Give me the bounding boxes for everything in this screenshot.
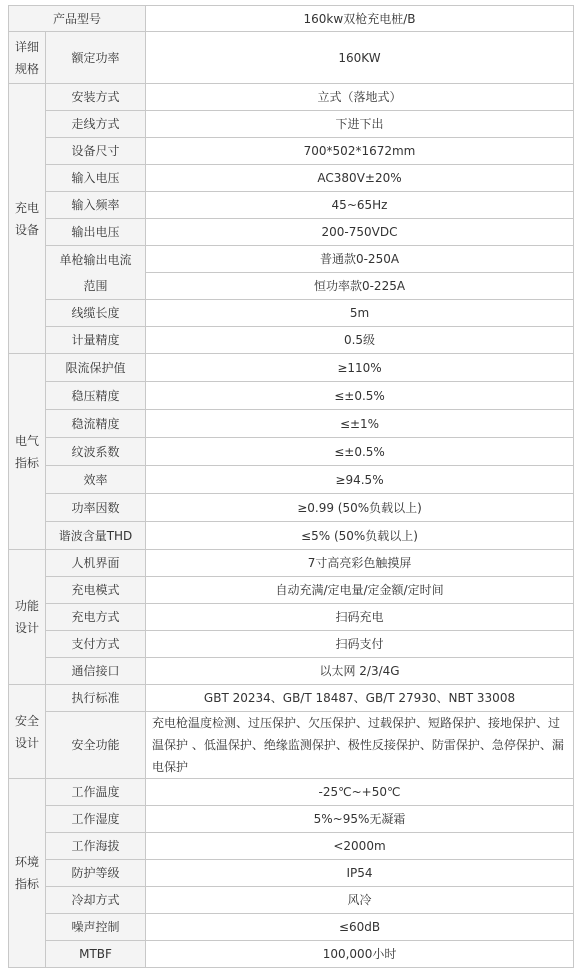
row-value: 以太网 2/3/4G <box>146 658 574 685</box>
table-row <box>9 494 574 522</box>
row-value: AC380V±20% <box>146 165 574 192</box>
row-label: 限流保护值 <box>46 354 146 382</box>
row-value: 立式（落地式） <box>146 84 574 111</box>
row-label: 工作海拔 <box>46 833 146 860</box>
row-value: <2000m <box>146 833 574 860</box>
row-label: 稳压精度 <box>46 382 146 410</box>
row-value: 恒功率款0-225A <box>146 273 574 300</box>
row-value: 下进下出 <box>146 111 574 138</box>
row-value: 扫码充电 <box>146 604 574 631</box>
row-value: ≤60dB <box>146 914 574 941</box>
table-row <box>9 941 574 968</box>
category-safety: 安全 设计 <box>9 685 46 779</box>
row-value: IP54 <box>146 860 574 887</box>
model-label: 产品型号 <box>9 6 146 32</box>
table-row <box>9 604 574 631</box>
category-electrical: 电气 指标 <box>9 354 46 550</box>
table-row <box>9 685 574 712</box>
table-row <box>9 111 574 138</box>
row-label: 工作湿度 <box>46 806 146 833</box>
row-value: ≤5% (50%负载以上) <box>146 522 574 550</box>
row-label: 工作温度 <box>46 779 146 806</box>
row-label: 额定功率 <box>46 32 146 84</box>
table-row <box>9 6 574 32</box>
row-label: 线缆长度 <box>46 300 146 327</box>
table-row <box>9 779 574 806</box>
table-row <box>9 84 574 111</box>
row-label: 噪声控制 <box>46 914 146 941</box>
table-row <box>9 631 574 658</box>
model-value: 160kw双枪充电桩/B <box>146 6 574 32</box>
row-label: 支付方式 <box>46 631 146 658</box>
table-row <box>9 860 574 887</box>
category-environment: 环境 指标 <box>9 779 46 968</box>
row-value: 充电枪温度检测、过压保护、欠压保护、过载保护、短路保护、接地保护、过温保护 、低温保护、绝缘监测保护、极性反接保护、防雷保护、急停保护、漏电保护 <box>146 712 574 779</box>
table-row <box>9 712 574 779</box>
row-value: 160KW <box>146 32 574 84</box>
row-label: 输入电压 <box>46 165 146 192</box>
table-row <box>9 914 574 941</box>
table-row <box>9 466 574 494</box>
row-value: 扫码支付 <box>146 631 574 658</box>
row-value: GBT 20234、GB/T 18487、GB/T 27930、NBT 33008 <box>146 685 574 712</box>
row-value: 5m <box>146 300 574 327</box>
table-row <box>9 246 574 273</box>
table-row <box>9 887 574 914</box>
row-label: 冷却方式 <box>46 887 146 914</box>
table-row <box>9 658 574 685</box>
table-row <box>9 32 574 84</box>
row-value: ≥94.5% <box>146 466 574 494</box>
row-value: 自动充满/定电量/定金额/定时间 <box>146 577 574 604</box>
table-row <box>9 438 574 466</box>
row-value: 45~65Hz <box>146 192 574 219</box>
row-label: 输出电压 <box>46 219 146 246</box>
row-value: 200-750VDC <box>146 219 574 246</box>
row-value: ≤±0.5% <box>146 382 574 410</box>
row-label: 纹波系数 <box>46 438 146 466</box>
table-row <box>9 327 574 354</box>
row-value: ≤±1% <box>146 410 574 438</box>
table-row <box>9 219 574 246</box>
row-value: 0.5级 <box>146 327 574 354</box>
row-label: 单枪输出电流 范围 <box>46 246 146 300</box>
table-row <box>9 833 574 860</box>
row-label: 执行标准 <box>46 685 146 712</box>
row-value: ≤±0.5% <box>146 438 574 466</box>
row-label: 计量精度 <box>46 327 146 354</box>
category-charging: 充电 设备 <box>9 84 46 354</box>
row-label: 功率因数 <box>46 494 146 522</box>
table-row <box>9 806 574 833</box>
table-row <box>9 522 574 550</box>
row-value: 风冷 <box>146 887 574 914</box>
row-label: 效率 <box>46 466 146 494</box>
table-row <box>9 577 574 604</box>
row-value: ≥0.99 (50%负载以上) <box>146 494 574 522</box>
row-value: ≥110% <box>146 354 574 382</box>
table-row <box>9 382 574 410</box>
table-row <box>9 300 574 327</box>
table-row <box>9 192 574 219</box>
table-row <box>9 138 574 165</box>
row-value: 普通款0-250A <box>146 246 574 273</box>
row-label: 设备尺寸 <box>46 138 146 165</box>
row-value: 5%~95%无凝霜 <box>146 806 574 833</box>
spec-table <box>8 5 574 968</box>
row-label: 走线方式 <box>46 111 146 138</box>
row-label: 防护等级 <box>46 860 146 887</box>
table-row <box>9 354 574 382</box>
row-label: 谐波含量THD <box>46 522 146 550</box>
table-row <box>9 410 574 438</box>
row-label: 通信接口 <box>46 658 146 685</box>
category-function: 功能 设计 <box>9 550 46 685</box>
row-label: 充电模式 <box>46 577 146 604</box>
table-row <box>9 550 574 577</box>
row-value: 700*502*1672mm <box>146 138 574 165</box>
row-label: 输入频率 <box>46 192 146 219</box>
table-row <box>9 165 574 192</box>
row-value: 100,000小时 <box>146 941 574 968</box>
row-label: 稳流精度 <box>46 410 146 438</box>
row-value: -25℃~+50℃ <box>146 779 574 806</box>
row-value: 7寸高亮彩色触摸屏 <box>146 550 574 577</box>
row-label: 安全功能 <box>46 712 146 779</box>
row-label: MTBF <box>46 941 146 968</box>
category-spec: 详细 规格 <box>9 32 46 84</box>
row-label: 安装方式 <box>46 84 146 111</box>
row-label: 人机界面 <box>46 550 146 577</box>
row-label: 充电方式 <box>46 604 146 631</box>
